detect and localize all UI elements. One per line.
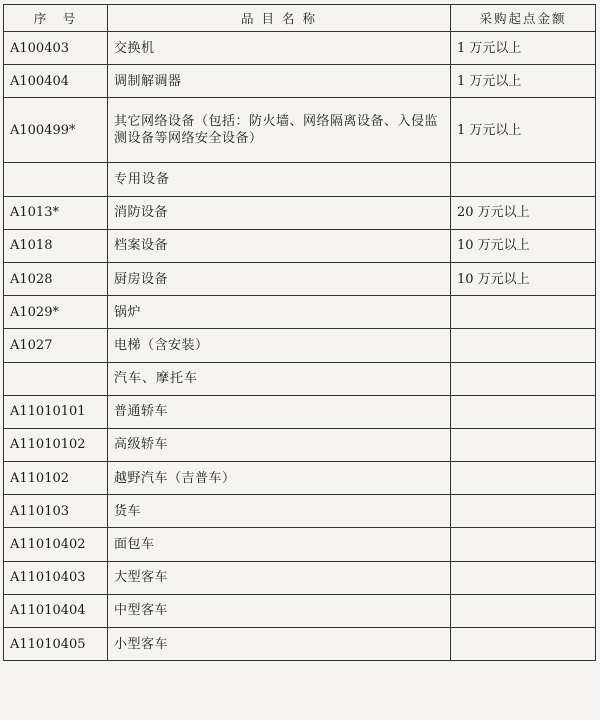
table-row bbox=[4, 528, 596, 561]
row-name: 越野汽车（吉普车） bbox=[108, 462, 451, 495]
row-name: 其它网络设备（包括：防火墙、网络隔离设备、入侵监测设备等网络安全设备） bbox=[108, 98, 451, 163]
row-name: 汽车、摩托车 bbox=[108, 362, 451, 395]
row-code: A100404 bbox=[4, 65, 108, 98]
row-code bbox=[4, 362, 108, 395]
row-code: A11010101 bbox=[4, 395, 108, 428]
row-amount bbox=[451, 462, 596, 495]
row-code: A110102 bbox=[4, 462, 108, 495]
table-row bbox=[4, 65, 596, 98]
row-amount: 10 万元以上 bbox=[451, 262, 596, 295]
row-code: A11010405 bbox=[4, 628, 108, 661]
row-name: 货车 bbox=[108, 495, 451, 528]
row-code: A110103 bbox=[4, 495, 108, 528]
table-row bbox=[4, 428, 596, 461]
row-name: 消防设备 bbox=[108, 196, 451, 229]
table-row bbox=[4, 495, 596, 528]
row-name: 小型客车 bbox=[108, 628, 451, 661]
row-name: 中型客车 bbox=[108, 594, 451, 627]
row-code: A11010402 bbox=[4, 528, 108, 561]
header-code: 序 号 bbox=[4, 5, 108, 32]
row-code: A11010102 bbox=[4, 428, 108, 461]
row-amount: 10 万元以上 bbox=[451, 229, 596, 262]
table-row-category bbox=[4, 362, 596, 395]
row-code bbox=[4, 163, 108, 196]
row-name: 锅炉 bbox=[108, 296, 451, 329]
row-code: A1013* bbox=[4, 196, 108, 229]
row-code: A11010403 bbox=[4, 561, 108, 594]
table-row bbox=[4, 329, 596, 362]
table-row bbox=[4, 561, 596, 594]
table-row bbox=[4, 628, 596, 661]
row-code: A1028 bbox=[4, 262, 108, 295]
row-code: A100499* bbox=[4, 98, 108, 163]
row-amount bbox=[451, 329, 596, 362]
table-row bbox=[4, 296, 596, 329]
row-amount: 1 万元以上 bbox=[451, 65, 596, 98]
row-code: A1027 bbox=[4, 329, 108, 362]
table-row-category bbox=[4, 163, 596, 196]
table-body bbox=[4, 32, 596, 661]
table-row bbox=[4, 395, 596, 428]
row-amount bbox=[451, 428, 596, 461]
row-amount bbox=[451, 362, 596, 395]
row-name: 大型客车 bbox=[108, 561, 451, 594]
row-name: 普通轿车 bbox=[108, 395, 451, 428]
table-row bbox=[4, 262, 596, 295]
row-name: 电梯（含安装） bbox=[108, 329, 451, 362]
table-row bbox=[4, 196, 596, 229]
row-amount bbox=[451, 628, 596, 661]
row-code: A11010404 bbox=[4, 594, 108, 627]
row-amount bbox=[451, 163, 596, 196]
row-amount bbox=[451, 594, 596, 627]
row-code: A1018 bbox=[4, 229, 108, 262]
row-name: 调制解调器 bbox=[108, 65, 451, 98]
row-name: 高级轿车 bbox=[108, 428, 451, 461]
row-name: 面包车 bbox=[108, 528, 451, 561]
row-amount bbox=[451, 561, 596, 594]
row-name: 档案设备 bbox=[108, 229, 451, 262]
table-row bbox=[4, 32, 596, 65]
row-amount: 1 万元以上 bbox=[451, 32, 596, 65]
row-amount bbox=[451, 495, 596, 528]
row-name: 交换机 bbox=[108, 32, 451, 65]
table-row bbox=[4, 594, 596, 627]
row-name: 专用设备 bbox=[108, 163, 451, 196]
row-code: A100403 bbox=[4, 32, 108, 65]
table-row bbox=[4, 98, 596, 163]
table-header bbox=[4, 5, 596, 32]
row-amount: 1 万元以上 bbox=[451, 98, 596, 163]
header-item-name: 品 目 名 称 bbox=[108, 5, 451, 32]
header-amount: 采购起点金额 bbox=[451, 5, 596, 32]
row-amount: 20 万元以上 bbox=[451, 196, 596, 229]
table-row bbox=[4, 462, 596, 495]
row-amount bbox=[451, 395, 596, 428]
row-amount bbox=[451, 296, 596, 329]
row-name: 厨房设备 bbox=[108, 262, 451, 295]
procurement-threshold-table bbox=[3, 4, 596, 661]
row-code: A1029* bbox=[4, 296, 108, 329]
row-amount bbox=[451, 528, 596, 561]
table-row bbox=[4, 229, 596, 262]
